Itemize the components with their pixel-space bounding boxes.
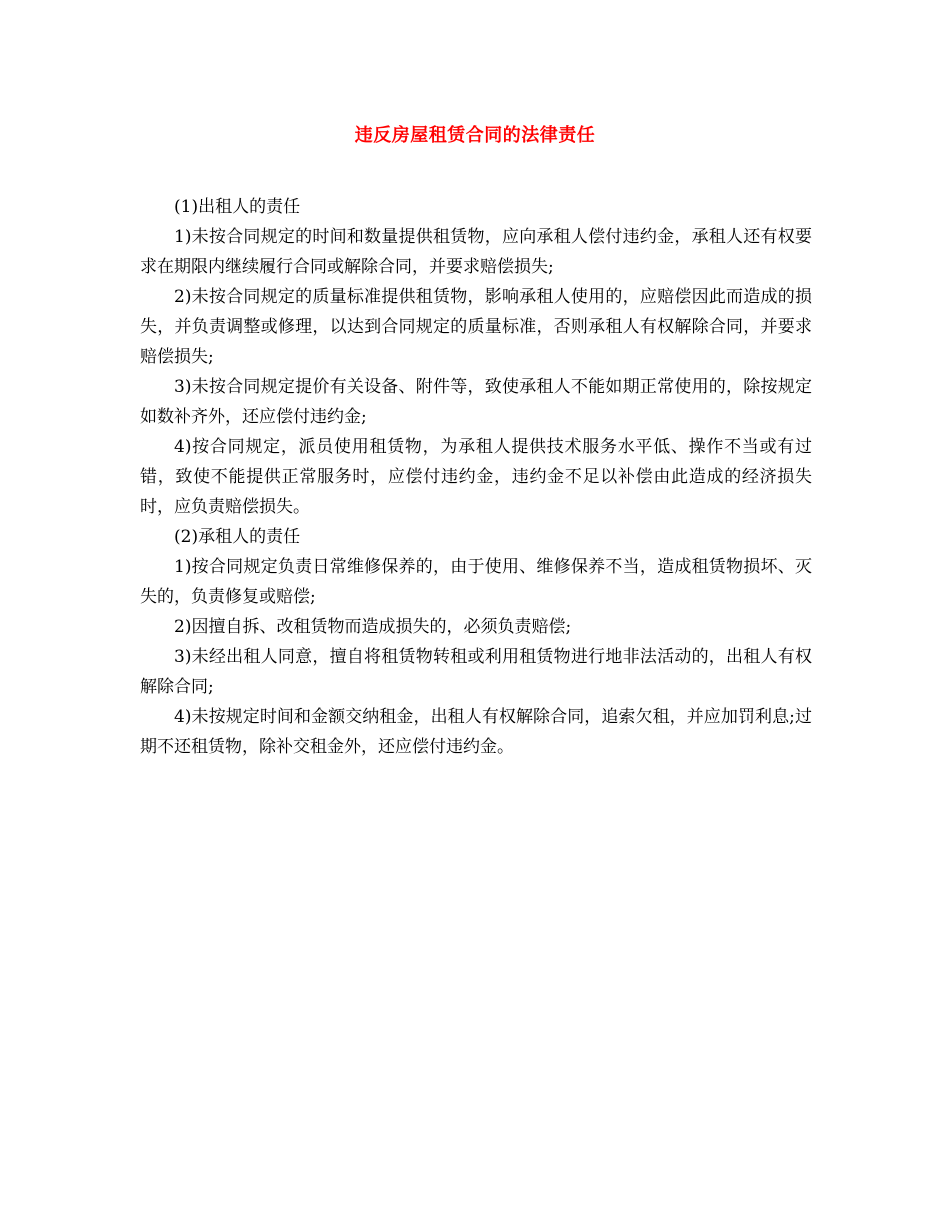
paragraph: 4)按合同规定，派员使用租赁物，为承租人提供技术服务水平低、操作不当或有过错，致使不能提供正常服务时，应偿付违约金，违约金不足以补偿由此造成的经济损失时，应负责赔偿损失。 xyxy=(140,437,812,517)
paragraph: 3)未经出租人同意，擅自将租赁物转租或利用租赁物进行地非法活动的，出租人有权解除合同; xyxy=(140,647,812,697)
paragraph: 2)因擅自拆、改租赁物而造成损失的，必须负责赔偿; xyxy=(174,617,572,637)
paragraph: 1)未按合同规定的时间和数量提供租赁物，应向承租人偿付违约金，承租人还有权要求在期限内继续履行合同或解除合同，并要求赔偿损失; xyxy=(140,227,812,277)
document-title: 违反房屋租赁合同的法律责任 xyxy=(354,125,596,146)
section-heading-lessee: (2)承租人的责任 xyxy=(174,527,301,547)
paragraph: 3)未按合同规定提价有关设备、附件等，致使承租人不能如期正常使用的，除按规定如数补齐外，还应偿付违约金; xyxy=(140,377,812,427)
document-body xyxy=(140,192,812,762)
paragraph: 2)未按合同规定的质量标准提供租赁物，影响承租人使用的，应赔偿因此而造成的损失，并负责调整或修理，以达到合同规定的质量标准，否则承租人有权解除合同，并要求赔偿损失; xyxy=(140,287,812,367)
paragraph: 1)按合同规定负责日常维修保养的，由于使用、维修保养不当，造成租赁物损坏、灭失的，负责修复或赔偿; xyxy=(140,557,812,607)
paragraph: 4)未按规定时间和金额交纳租金，出租人有权解除合同，追索欠租，并应加罚利息;过期不还租赁物，除补交租金外，还应偿付违约金。 xyxy=(140,707,812,757)
section-heading-lessor: (1)出租人的责任 xyxy=(174,197,301,217)
